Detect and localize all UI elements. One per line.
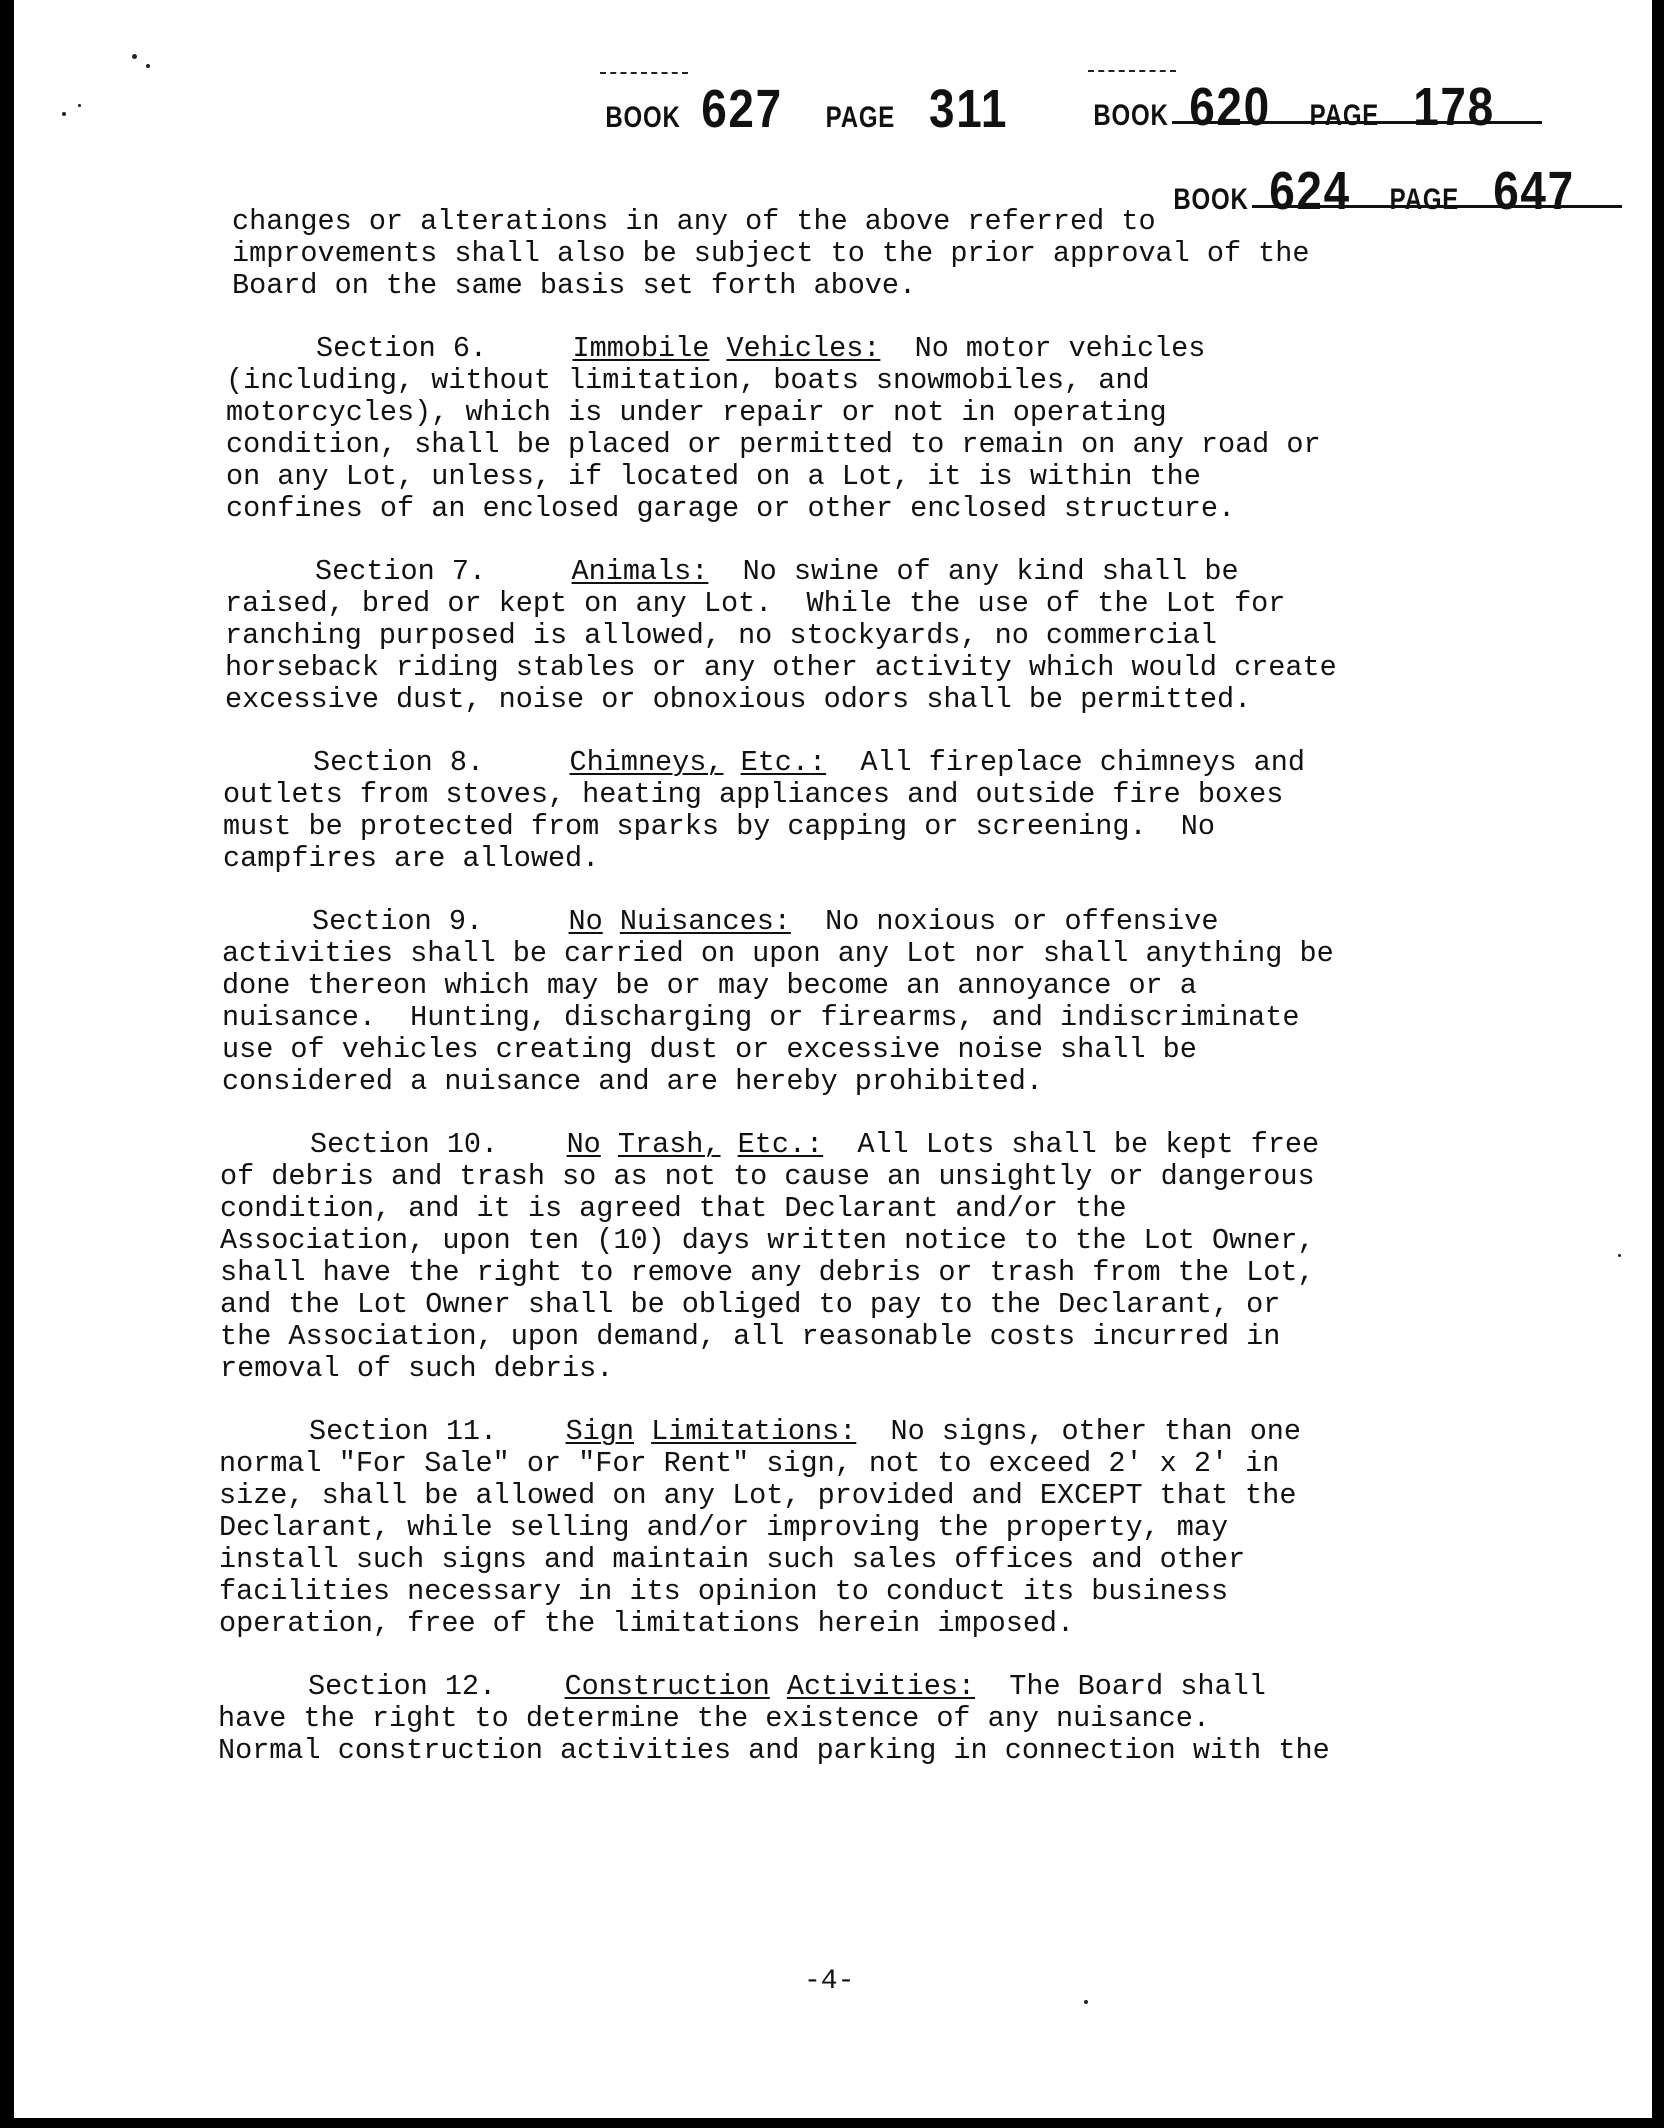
body-line: confines of an enclosed garage or other enclosed structure. (226, 492, 1236, 525)
body-line: facilities necessary in its opinion to conduct its business (219, 1575, 1229, 1608)
book-page-stamp-struck-1 (1084, 76, 1502, 138)
section-heading: Etc.: (740, 746, 827, 779)
scan-speck (146, 64, 150, 68)
body-line: changes or alterations in any of the above referred to (232, 205, 1156, 238)
book-number: 620 (1189, 77, 1272, 137)
page-label: PAGE (1309, 99, 1380, 132)
section-heading: Limitations: (651, 1415, 857, 1448)
section-heading-line (315, 556, 1239, 588)
body-line: the Association, upon demand, all reasonable costs incurred in (220, 1320, 1281, 1353)
section-label: Section 10. (310, 1128, 499, 1161)
body-line: done thereon which may be or may become an annoyance or a (222, 969, 1197, 1002)
body-line: (including, without limitation, boats snowmobiles, and (226, 364, 1150, 397)
section-text: No signs, other than one (856, 1415, 1302, 1448)
body-line: campfires are allowed. (223, 842, 600, 875)
body-line: Association, upon ten (10) days written notice to the Lot Owner, (220, 1224, 1315, 1257)
page-label: PAGE (825, 101, 896, 134)
body-line: ranching purposed is allowed, no stockyards, no commercial (225, 619, 1217, 652)
section-text: All Lots shall be kept free (823, 1128, 1320, 1161)
body-line: must be protected from sparks by capping or screening. No (223, 810, 1215, 843)
body-line: removal of such debris. (220, 1352, 614, 1385)
section-label: Section 12. (308, 1670, 497, 1703)
section-heading: Sign (565, 1415, 634, 1448)
section-heading: Nuisances: (619, 905, 791, 938)
section-heading-line (316, 333, 1205, 365)
section-label: Section 6. (316, 332, 488, 365)
body-line: operation, free of the limitations herein imposed. (219, 1607, 1075, 1640)
body-line: have the right to determine the existence of any nuisance. (218, 1702, 1210, 1735)
section-heading-line (313, 747, 1305, 779)
book-page-stamp-struck-2 (1164, 160, 1582, 222)
section-heading-line (312, 906, 1218, 938)
body-line: horseback riding stables or any other activity which would create (225, 651, 1337, 684)
body-line: use of vehicles creating dust or excessive noise shall be (222, 1033, 1197, 1066)
section-label: Section 8. (313, 746, 485, 779)
page-label: PAGE (1389, 183, 1460, 216)
section-heading: Etc.: (737, 1128, 824, 1161)
section-label: Section 7. (315, 555, 487, 588)
body-line: of debris and trash so as not to cause an unsightly or dangerous (220, 1160, 1315, 1193)
book-label: BOOK (1093, 99, 1169, 132)
scan-speck (1618, 1254, 1621, 1257)
section-text: No noxious or offensive (790, 905, 1219, 938)
section-text: All fireplace chimneys and (826, 746, 1305, 779)
body-line: size, shall be allowed on any Lot, provided and EXCEPT that the (219, 1479, 1297, 1512)
body-line: excessive dust, noise or obnoxious odors shall be permitted. (225, 683, 1252, 716)
body-line: considered a nuisance and are hereby prohibited. (222, 1065, 1043, 1098)
book-label: BOOK (605, 101, 681, 134)
section-heading: Vehicles: (726, 332, 881, 365)
scan-speck (78, 104, 81, 107)
section-heading-line (309, 1416, 1301, 1448)
section-heading-line (308, 1671, 1266, 1703)
page-number-stamp: 311 (929, 79, 1009, 139)
body-line: condition, and it is agreed that Declarant and/or the (220, 1192, 1127, 1225)
book-number: 627 (701, 79, 784, 139)
book-label: BOOK (1173, 183, 1249, 216)
page-footer-number: -4- (804, 1966, 855, 1997)
body-line: Declarant, while selling and/or improving the property, may (219, 1511, 1229, 1544)
section-label: Section 9. (312, 905, 484, 938)
section-heading: Construction (564, 1670, 770, 1703)
section-heading: Chimneys, (569, 746, 724, 779)
body-line: and the Lot Owner shall be obliged to pay to the Declarant, or (220, 1288, 1281, 1321)
section-text: No motor vehicles (880, 332, 1206, 365)
body-line: outlets from stoves, heating appliances and outside fire boxes (223, 778, 1284, 811)
book-page-stamp-primary (596, 78, 1015, 140)
section-text: The Board shall (975, 1670, 1266, 1703)
body-line: Board on the same basis set forth above. (232, 269, 917, 302)
section-heading: Activities: (786, 1670, 976, 1703)
body-line: improvements shall also be subject to the prior approval of the (232, 237, 1310, 270)
section-heading: No (566, 1128, 601, 1161)
section-label: Section 11. (309, 1415, 498, 1448)
section-heading: Trash, (617, 1128, 721, 1161)
section-heading: No (568, 905, 603, 938)
scan-speck (132, 54, 137, 59)
section-heading-line (310, 1129, 1319, 1161)
body-line: on any Lot, unless, if located on a Lot, it is within the (226, 460, 1201, 493)
section-text: No swine of any kind shall be (708, 555, 1239, 588)
scan-speck (1084, 2000, 1088, 2004)
body-line: raised, bred or kept on any Lot. While the use of the Lot for (225, 587, 1286, 620)
body-line: install such signs and maintain such sales offices and other (219, 1543, 1246, 1576)
body-line: activities shall be carried on upon any Lot nor shall anything be (222, 937, 1334, 970)
body-line: Normal construction activities and parking in connection with the (218, 1734, 1330, 1767)
page-number-stamp: 178 (1413, 77, 1496, 137)
page-number-stamp: 647 (1493, 161, 1576, 221)
book-number: 624 (1269, 161, 1352, 221)
body-line: shall have the right to remove any debris or trash from the Lot, (220, 1256, 1315, 1289)
section-heading: Animals: (571, 555, 709, 588)
document-page (14, 0, 1652, 2118)
section-heading: Immobile (572, 332, 710, 365)
body-line: nuisance. Hunting, discharging or firearms, and indiscriminate (222, 1001, 1300, 1034)
body-line: normal "For Sale" or "For Rent" sign, not to exceed 2' x 2' in (219, 1447, 1280, 1480)
body-line: motorcycles), which is under repair or not in operating (226, 396, 1167, 429)
scan-speck (62, 112, 66, 116)
body-line: condition, shall be placed or permitted to remain on any road or (226, 428, 1321, 461)
